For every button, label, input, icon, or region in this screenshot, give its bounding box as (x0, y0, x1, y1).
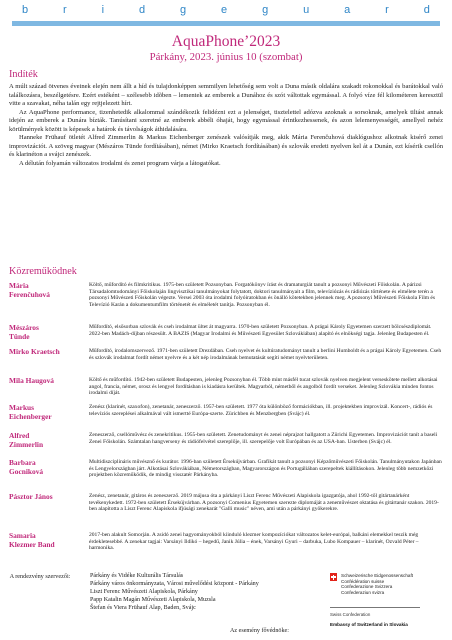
contributor-name: Mirko Kraetsch (9, 347, 60, 356)
logo-letter: g (262, 4, 269, 16)
page-title: AquaPhone’2023 (171, 33, 281, 50)
bridgeguard-logo (0, 0, 452, 22)
contributor-name: Barbara Gocniková (9, 458, 44, 476)
contributor-name: Markus Eichenberger (9, 403, 52, 421)
contributor-name: Mila Haugová (9, 376, 54, 385)
logo-letter: d (138, 4, 146, 16)
organizer-item: Párkány és Vidéke Kulturális Társulás (90, 573, 184, 579)
logo-letter: b (22, 4, 29, 16)
swiss-name-line: Confederaziun svizra (341, 589, 385, 595)
contributor-bio: Multidiszciplináris művésznő és kurátor. 1996-ban született Érsekújvárban. Grafikát tanult a pozsonyi Képzőművészeti Főiskolán. Tanulmányutakon Japánban és Lengyelországban járt. Alkotásai Szlovákiában, Németországban, Magyarországon és Portugáliában szerepeltek kiállításokon. Jelenleg több nemzetközi projektben közreműködik, de mindig visszatér Párkányba. (89, 459, 442, 479)
intro-text (9, 83, 443, 168)
contributors-heading: Közreműködnek (9, 266, 77, 277)
intro-paragraph: A délután folyamán változatos irodalmi és zenei program várja a látogatókat. (19, 159, 221, 167)
swiss-department: Swiss Confederation (330, 612, 371, 617)
organizers-label: A rendezvény szervezői: (9, 573, 71, 580)
organizer-item: Štefan és Viera Frühauf Alap, Baden, Svájc (90, 604, 196, 611)
organizer-item: Papp Katalin Magán Művészeti Alapiskola, Muzsla (90, 596, 216, 603)
contributor-bio: Zeneszerző, csellóművész és zenekritikus. 1955-ben született. Zenetudományt és zenei néprajzot hallgatott a Zürichi Egyetemen. Improvizációt tanít a baseli Zenei Főiskolán. Számtalan hangverseny és rádiófelvétel szereplője, ill. szerepelője volt Európában és az USA-ban. Usterben (Svájc) él. (89, 432, 438, 445)
swiss-name-line: Confédération suisse (341, 578, 385, 584)
intro-paragraph: Az AquaPhone performance, tizenhetedik alkalommal szándékozik felidézni ezt a jelenséget, tisztelettel adózva azoknak a sorsoknak, amelyek tiltást annak idején az emberek a Dunára bízták. Tanúsítani szeretné az emberek abbéli óhaját, hogy egymással érintkezhessenek, és azon lelemenyességét, amellyel nehéz körülmények között is képesek a határok és távolságok áthidalására. (9, 108, 443, 133)
logo-letter: r (63, 4, 67, 16)
contributor-bio: Műfordító, elsősorban szlovák és cseh irodalmat ültet át magyarra. 1970-ben született Pozsonyban. A prágai Károly Egyetemen szerzett bölcsészdiplomát. 2022-ben Madách-díjban részesült. A BAZIS (Magyar Irodalmi és Művészeti Egyesület Szlovákiában) alapító és elnökségi tagja. Jelenleg Budapesten él. (89, 324, 432, 337)
logo-letter: u (303, 4, 310, 16)
swiss-name-line: Schweizerische Eidgenossenschaft (341, 573, 414, 578)
logo-letter: a (344, 4, 351, 16)
intro-paragraph: A múlt század ötvenes éveinek elején nem állt a híd és tulajdonképpen semmilyen lehetőség sem volt a Duna másik oldalára szakadt rokonokkal és barátokkal való találkozásra, beszélgetésre. Ezért estéként – szélesebb idõben – lementek az emberek a Dunához és szót váltottak egymással. A folyó víze fél kilométeren keresztül vitte a szavakat, néha talán egy rejtjelezett hírt. (9, 83, 443, 107)
swiss-confederation-names (341, 573, 413, 595)
contributor-name: Samaria Klezmer Band (9, 531, 55, 549)
contributor-bio: Zenész (klarinét, szaxofon), zenetanár, zeneszerző. 1957-ben született. 1977 óta különböző formációkban, ill. projektekben improvizál. Koncert-, rádiós és televíziós szereplései alkalmával vált ismertté Európa-szerte. Zürichben és Menzbergben (Svájc) él. (89, 404, 433, 417)
logo-letter: i (101, 4, 105, 16)
logo-letter: e (221, 4, 228, 16)
swiss-embassy-name: Embassy of Switzerland in Slovakia (330, 622, 408, 627)
logo-bar (12, 21, 440, 26)
organizers-list (90, 573, 310, 613)
contributor-bio: Költő és műfordító. 1942-ben született Budapesten, jelenleg Pozsonyban él. Több mint másfél tucat szlovák nyelven megjelent verseskötete mellett alkotásai angol, francia, német, orosz és lengyel fordításban is kiadásra kerültek. Magyarból, németből és angolból fordít verseket. Jelenleg Szlovákia minden fontos irodalmi díját. (89, 377, 438, 397)
contributor-bio: Zenész, zenetanár, gitáros és zeneszerző. 2019 májusa óta a párkányi Liszt Ferenc Művészeti Alapiskola igazgatója, ahol 1992-től gitártanárként tevékenykedett. 1972-ben született Érsekújvárban. A pozsonyi Comenius Egyetemen szerezte diplomáját a zeneművészet oktatása és gitártanár szakon. 2019-ben alapította a Liszt Ferenc Alapiskola ifjúsági zenekarát "Galli music" néven, ami után a párkányi gyökerekre. (89, 493, 439, 513)
intro-paragraph: Hanneke Frühauf ötletét Alfred Zimmerlin & Markus Eichenberger zenészek valósítják meg, akik Mária Ferenčuhová diaklógushoz alkotnak kisérő zenei improvizációt. A szöveg magyar (Mészáros Tünde fordításában), német (Mirko Kraetsch fordításában) és szlovák eredeti nyelven kel át a Dunán, ezt kísérik csellón és klarinéton a svájci zenészek. (9, 134, 443, 158)
contributor-bio: 2017-ben alakult Somorján. A zsidó zenei hagyományokból kiinduló klezmer kompozíciókat változatos kelet-európai, balkáni elemekkel teszik még érdekletesebbé. A zenekar tagjai: Varsányi Ildikó – hegedű, Janik Júlia – ének, Varsányi Gyuri – darbuka, Lubo Kompauer – klarinét, Ozvald Péter – harmonika. (89, 532, 419, 552)
contributor-name: Pásztor János (9, 492, 53, 501)
swiss-flag-icon (330, 573, 337, 581)
contributor-name: Mária Ferenčuhová (9, 281, 50, 299)
contributor-bio: Költő, műfordító és filmkritikus. 1975-ben született Pozsonyban. Forgatókönyv írást és dramaturgiát tanult a pozsonyi Művészeti Főiskolán. A párizsi Társadalomtudományi Főiskolaján lingvisztikai tanulmányokat folytatott, doktori tanulmányait a film, televíziózás és rádiózás története és elmélete terén a pozsonyi Művészeti Főiskolán végezte. Versei 2003 óta irodalmi folyóiratokban és önálló kötetekben jelennek meg. A pozsonyi Művészeti Főiskola Film és Televízió Karán a dokumentumfilm történetét és elméletét tanítja. Pozsonyban él. (89, 282, 436, 308)
contributor-name: Alfred Zimmerlin (9, 431, 44, 449)
organizer-item: Párkány város önkormányzata, Városi művelődési központ - Párkány (90, 580, 259, 587)
event-date: Párkány, 2023. június 10 (szombat) (149, 51, 303, 63)
logo-letter: d (423, 4, 430, 16)
logo-letter: g (180, 4, 187, 16)
divider (330, 607, 420, 608)
organizer-item: Liszt Ferenc Művészeti Alapiskola, Párkány (90, 588, 198, 595)
logo-letters (22, 4, 430, 16)
intro-heading: Indíték (9, 69, 38, 80)
contributor-bio: Műfordító, irodalomszervező. 1971-ben született Drezdában. Cseh nyelvet és kultúratudományt tanult a berlini Humboldt és a prágai Károly Egyetemen. Cseh és szlovák irodalmat fordít német nyelvre és a két nép irodalmának bemutatását segíti német nyelvterületen. (89, 348, 442, 361)
logo-letter: r (385, 4, 389, 16)
contributor-name: Mészáros Tünde (9, 323, 39, 341)
patron-label: Az esemény fővédnöke: (230, 628, 289, 634)
swiss-name-line: Confederazione Svizzera (341, 584, 393, 590)
